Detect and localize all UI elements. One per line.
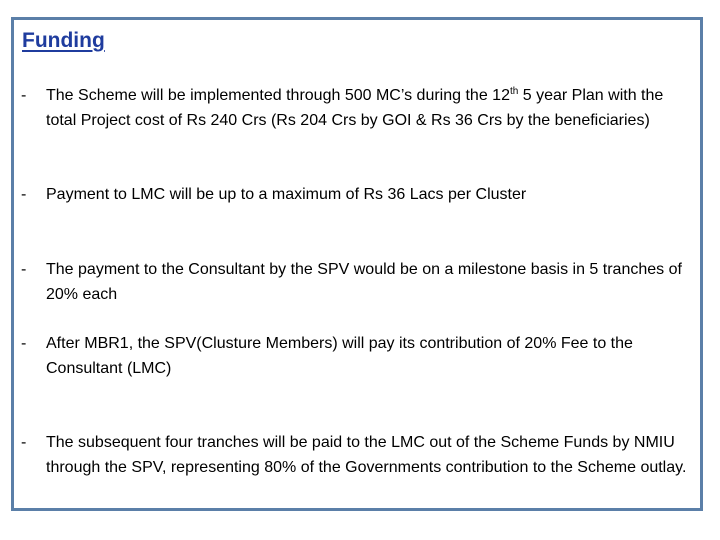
bullet-text: Payment to LMC will be up to a maximum of Rs 36 Lacs per Cluster <box>46 186 527 203</box>
bullet-dash: - <box>21 261 27 278</box>
bullet-text: The payment to the Consultant by the SPV would be on a milestone basis in 5 tranches of 20% each <box>46 261 682 303</box>
bullet-dash: - <box>21 186 27 203</box>
bullet-text: The subsequent four tranches will be paid to the LMC out of the Scheme Funds by NMIU through the SPV, representing 80% of the Governments contribution to the Scheme outlay. <box>46 434 687 476</box>
bullet-dash: - <box>21 434 27 451</box>
bullet-text-part: The Scheme will be implemented through 500 MC’s during the 12 <box>46 87 510 104</box>
page-title: Funding <box>22 29 105 52</box>
bullet-text <box>46 84 691 133</box>
bullet-dash: - <box>21 87 27 104</box>
bullet-dash: - <box>21 335 27 352</box>
bullet-text: After MBR1, the SPV(Clusture Members) will pay its contribution of 20% Fee to the Consultant (LMC) <box>46 335 633 377</box>
slide-frame <box>11 17 703 511</box>
superscript-ordinal: th <box>509 86 519 97</box>
bullet-text-part: 5 year Plan with the total Project cost of Rs 240 Crs (Rs 204 Crs by GOI & Rs 36 Crs by the beneficiaries) <box>46 87 664 129</box>
